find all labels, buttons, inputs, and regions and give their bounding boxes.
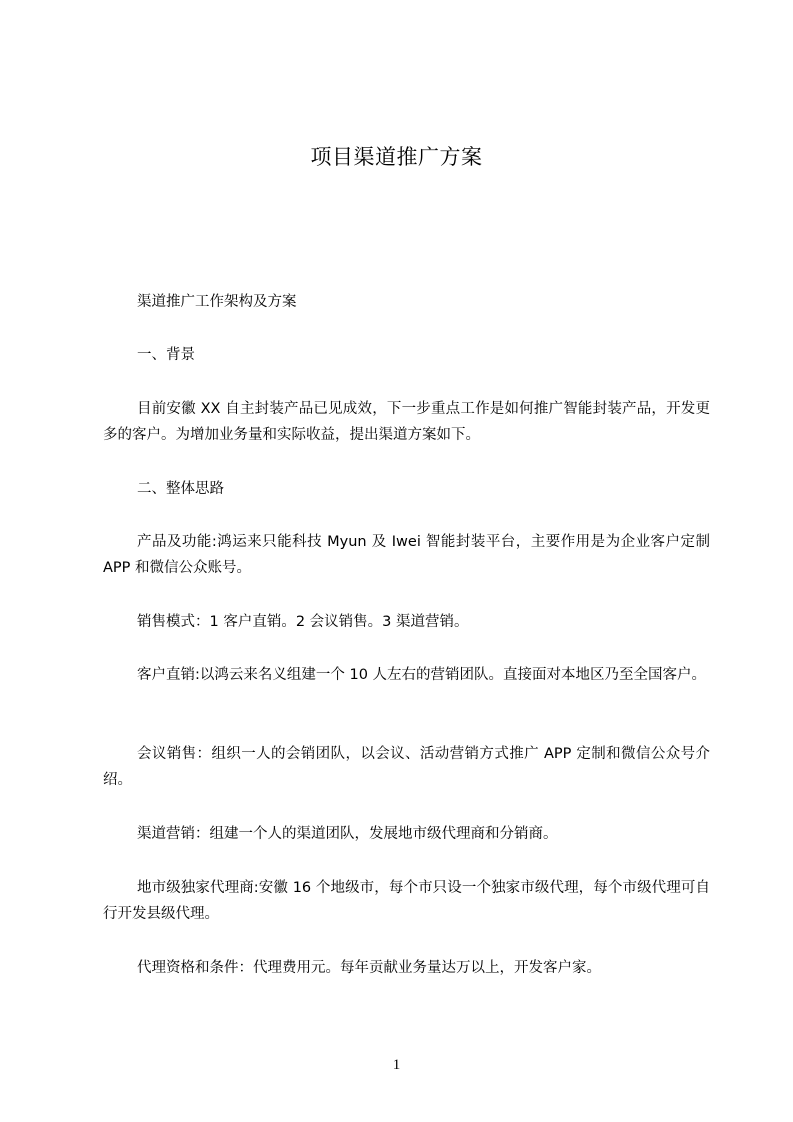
channel-marketing-paragraph: 渠道营销：组建一个人的渠道团队，发展地市级代理商和分销商。 (137, 826, 558, 842)
direct-sales-paragraph: 客户直销:以鸿云来名义组建一个 10 人左右的营销团队。直接面对本地区乃至全国客户。 (137, 667, 707, 683)
document-title: 项目渠道推广方案 (310, 145, 483, 169)
city-agent-paragraph: 地市级独家代理商:安徽 16 个地级市，每个市只设一个独家市级代理，每个市级代理可自行开发县级代理。 (103, 880, 710, 922)
section-heading-framework: 渠道推广工作架构及方案 (137, 294, 297, 310)
section-heading-background: 一、背景 (137, 347, 195, 363)
section-heading-overall-approach: 二、整体思路 (137, 481, 224, 497)
sales-model-paragraph: 销售模式：1 客户直销。2 会议销售。3 渠道营销。 (137, 614, 469, 630)
background-paragraph: 目前安徽 XX 自主封装产品已见成效，下一步重点工作是如何推广智能封装产品，开发更多的客户。为增加业务量和实际收益，提出渠道方案如下。 (103, 401, 710, 443)
agent-qualification-paragraph: 代理资格和条件：代理费用元。每年贡献业务量达万以上，开发客户家。 (137, 960, 601, 976)
page-number: 1 (392, 1057, 401, 1073)
conference-sales-paragraph: 会议销售：组织一人的会销团队，以会议、活动营销方式推广 APP 定制和微信公众号介绍。 (103, 746, 710, 788)
product-function-paragraph: 产品及功能:鸿运来只能科技 Myun 及 Iwei 智能封装平台，主要作用是为企业客户定制 APP 和微信公众账号。 (103, 534, 710, 576)
